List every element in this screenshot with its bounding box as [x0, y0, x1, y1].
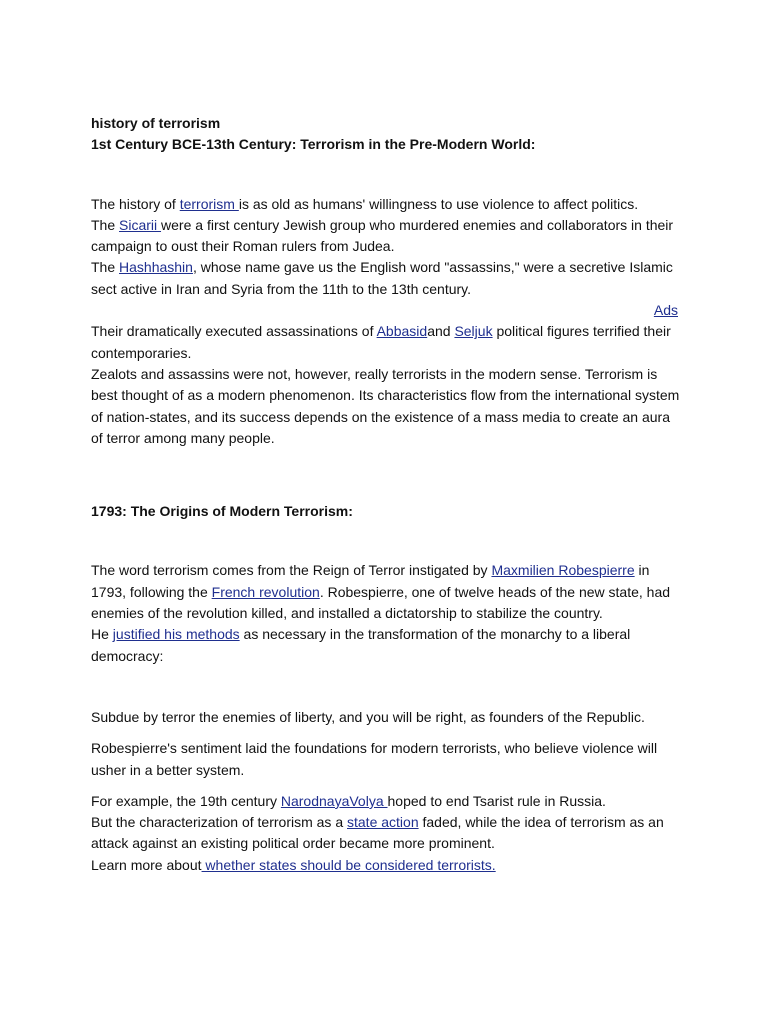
section-heading-origins: 1793: The Origins of Modern Terrorism:: [91, 503, 353, 520]
link-hashhashin[interactable]: Hashhashin: [119, 259, 193, 276]
link-states-terrorists[interactable]: whether states should be considered terrorists.: [201, 856, 496, 873]
paragraph-state-action: [91, 812, 681, 855]
link-justified-methods[interactable]: justified his methods: [112, 626, 240, 643]
text: hoped to end Tsarist rule in Russia.: [387, 792, 606, 809]
text: He: [91, 626, 113, 643]
spacer: [91, 728, 681, 738]
link-sicarii[interactable]: Sicarii: [119, 216, 162, 233]
spacer: [91, 667, 681, 707]
link-abbasid[interactable]: Abbasid: [376, 323, 428, 340]
paragraph-narodnaya: [91, 791, 681, 812]
text: The history of: [91, 195, 180, 212]
paragraph-assassinations: [91, 321, 681, 364]
text: political figures terrified their contemporaries.: [91, 323, 671, 361]
text: were a first century Jewish group who murdered enemies and collaborators in their campaign to oust their Roman rulers from Judea.: [91, 216, 674, 255]
link-terrorism[interactable]: terrorism: [179, 195, 239, 212]
text: in 1793, following the: [91, 562, 650, 600]
paragraph-history: [91, 194, 681, 215]
paragraph-justified: [91, 624, 681, 667]
link-robespierre[interactable]: Maxmilien Robespierre: [491, 562, 635, 579]
ads-link[interactable]: Ads: [653, 302, 678, 319]
text: For example, the 19th century: [91, 792, 281, 809]
text: The word terrorism comes from the Reign of Terror instigated by: [91, 562, 492, 579]
text: faded, while the idea of terrorism as an attack against an existing political order became more prominent.: [91, 814, 664, 852]
spacer: [91, 522, 681, 560]
paragraph-hashhashin: [91, 257, 681, 300]
text: as necessary in the transformation of the monarchy to a liberal democracy:: [91, 626, 631, 664]
text: and: [427, 323, 455, 340]
text: . Robespierre, one of twelve heads of the new state, had enemies of the revolution killed, and installed a dictatorship to stabilize the country.: [91, 583, 671, 622]
quote-robespierre: Subdue by terror the enemies of liberty, and you will be right, as founders of the Republic.: [91, 708, 645, 725]
paragraph-sicarii: [91, 215, 681, 258]
link-seljuk[interactable]: Seljuk: [454, 323, 493, 340]
ads-row: [91, 300, 678, 321]
text: Their dramatically executed assassinations of: [91, 323, 377, 340]
paragraph-learn-more: [91, 855, 681, 876]
spacer: [91, 449, 681, 501]
link-french-revolution[interactable]: French revolution: [211, 583, 320, 600]
spacer: [91, 156, 681, 194]
paragraph-zealots: Zealots and assassins were not, however, really terrorists in the modern sense. Terrorism is best thought of as a modern phenomenon. Its characteristics flow from the international system of nation-states, and its success depends on the existence of a mass media to create an aura of terror among many people.: [91, 365, 680, 446]
spacer: [91, 781, 681, 791]
text: Learn more about: [91, 856, 202, 873]
paragraph-reign-of-terror: [91, 560, 681, 624]
section-heading-pre-modern: 1st Century BCE-13th Century: Terrorism in the Pre-Modern World:: [91, 136, 536, 153]
link-narodnaya-volya[interactable]: NarodnayaVolya: [280, 792, 388, 809]
text: The: [91, 216, 120, 233]
text: , whose name gave us the English word "assassins," were a secretive Islamic sect active in Iran and Syria from the 11th to the 13th century.: [91, 259, 673, 297]
text: The: [91, 259, 120, 276]
text: But the characterization of terrorism as a: [91, 814, 347, 831]
text: is as old as humans' willingness to use violence to affect politics.: [238, 195, 639, 212]
document-body: [91, 113, 681, 876]
link-state-action[interactable]: state action: [347, 814, 419, 831]
document-title: history of terrorism: [91, 115, 221, 131]
paragraph-sentiment: Robespierre's sentiment laid the foundations for modern terrorists, who believe violence will usher in a better system.: [91, 740, 658, 778]
